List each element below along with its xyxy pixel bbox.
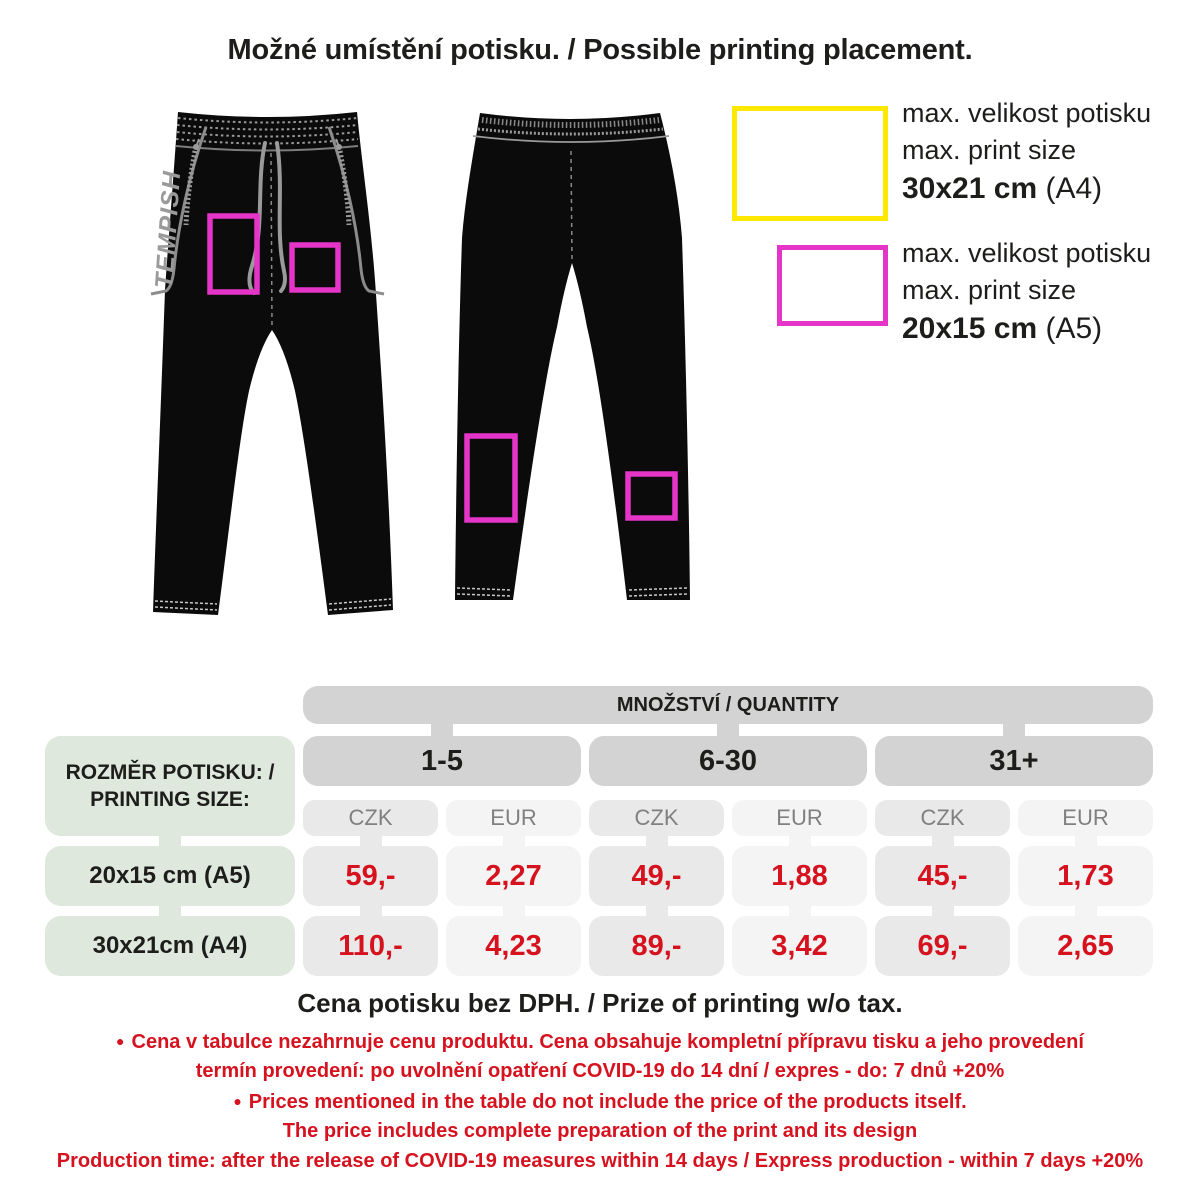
a5-print-size-swatch bbox=[777, 245, 888, 326]
quantity-header-cell: MNOŽSTVÍ / QUANTITY bbox=[303, 686, 1153, 724]
footer-heading: Cena potisku bez DPH. / Prize of printing w/o tax. bbox=[297, 988, 903, 1018]
a5-size-value: 20x15 cm bbox=[902, 312, 1038, 345]
a4-legend-text bbox=[902, 95, 1198, 209]
price-a4-1-5-czk: 110,- bbox=[303, 916, 438, 976]
pants-back-silhouette bbox=[455, 113, 690, 600]
a4-legend-size bbox=[902, 169, 1198, 209]
bullet-icon: ● bbox=[233, 1093, 242, 1109]
a4-legend-line-cz: max. velikost potisku bbox=[902, 98, 1152, 128]
footer-note-1-text: Cena v tabulce nezahrnuje cenu produktu. Cena obsahuje kompletní přípravu tisku a jeho provedení bbox=[131, 1031, 1084, 1053]
printing-size-header-cell bbox=[45, 736, 295, 836]
price-a4-6-30-czk: 89,- bbox=[589, 916, 724, 976]
footer-note-3 bbox=[0, 1086, 1200, 1116]
price-a5-1-5-czk: 59,- bbox=[303, 846, 438, 906]
printing-size-header-cz: ROZMĚR POTISKU: / bbox=[65, 761, 275, 784]
a4-size-value: 30x21 cm bbox=[902, 172, 1038, 205]
footer-note-1 bbox=[0, 1026, 1200, 1056]
a4-legend-line-en: max. print size bbox=[902, 135, 1077, 165]
price-a5-1-5-eur: 2,27 bbox=[446, 846, 581, 906]
a5-format-label: (A5) bbox=[1037, 312, 1103, 345]
a4-format-label: (A4) bbox=[1037, 172, 1103, 205]
currency-header-czk-2: CZK bbox=[589, 800, 724, 836]
price-a5-31-czk: 45,- bbox=[875, 846, 1010, 906]
a4-print-size-swatch bbox=[732, 106, 888, 221]
price-a4-31-eur: 2,65 bbox=[1018, 916, 1153, 976]
bullet-icon: ● bbox=[116, 1033, 125, 1049]
size-row-label-a4: 30x21cm (A4) bbox=[45, 916, 295, 976]
currency-header-czk-1: CZK bbox=[303, 800, 438, 836]
pants-back-illustration bbox=[445, 103, 695, 613]
a5-legend-size bbox=[902, 309, 1198, 349]
footer-notes bbox=[0, 1026, 1200, 1176]
price-a5-6-30-eur: 1,88 bbox=[732, 846, 867, 906]
price-a5-31-eur: 1,73 bbox=[1018, 846, 1153, 906]
price-a4-6-30-eur: 3,42 bbox=[732, 916, 867, 976]
a5-legend-line-en: max. print size bbox=[902, 275, 1077, 305]
printing-size-header-en: PRINTING SIZE: bbox=[90, 788, 250, 811]
footer-note-2 bbox=[0, 1056, 1200, 1086]
quantity-range-1-5: 1-5 bbox=[303, 736, 581, 786]
price-a4-1-5-eur: 4,23 bbox=[446, 916, 581, 976]
currency-header-eur-1: EUR bbox=[446, 800, 581, 836]
footer-note-4 bbox=[0, 1116, 1200, 1146]
footer-note-5 bbox=[0, 1146, 1200, 1176]
quantity-range-31plus: 31+ bbox=[875, 736, 1153, 786]
footer-note-5-text: Production time: after the release of COVID-19 measures within 14 days / Express production - within 7 days +20% bbox=[56, 1150, 1144, 1172]
a5-legend-line-cz: max. velikost potisku bbox=[902, 238, 1152, 268]
pants-front-illustration bbox=[138, 103, 428, 623]
size-row-label-a5: 20x15 cm (A5) bbox=[45, 846, 295, 906]
currency-header-eur-2: EUR bbox=[732, 800, 867, 836]
a5-legend-text bbox=[902, 235, 1198, 349]
footer-note-4-text: The price includes complete preparation of the print and its design bbox=[282, 1120, 918, 1142]
page-title: Možné umístění potisku. / Possible printing placement. bbox=[227, 34, 973, 66]
price-table bbox=[45, 686, 1153, 976]
footer-note-3-text: Prices mentioned in the table do not include the price of the products itself. bbox=[248, 1091, 967, 1113]
price-a4-31-czk: 69,- bbox=[875, 916, 1010, 976]
currency-header-czk-3: CZK bbox=[875, 800, 1010, 836]
quantity-range-6-30: 6-30 bbox=[589, 736, 867, 786]
tempish-logo-text: TEMPISH bbox=[150, 169, 187, 290]
price-a5-6-30-czk: 49,- bbox=[589, 846, 724, 906]
currency-header-eur-3: EUR bbox=[1018, 800, 1153, 836]
footer-note-2-text: termín provedení: po uvolnění opatření COVID-19 do 14 dní / expres - do: 7 dnů +20% bbox=[195, 1060, 1005, 1082]
